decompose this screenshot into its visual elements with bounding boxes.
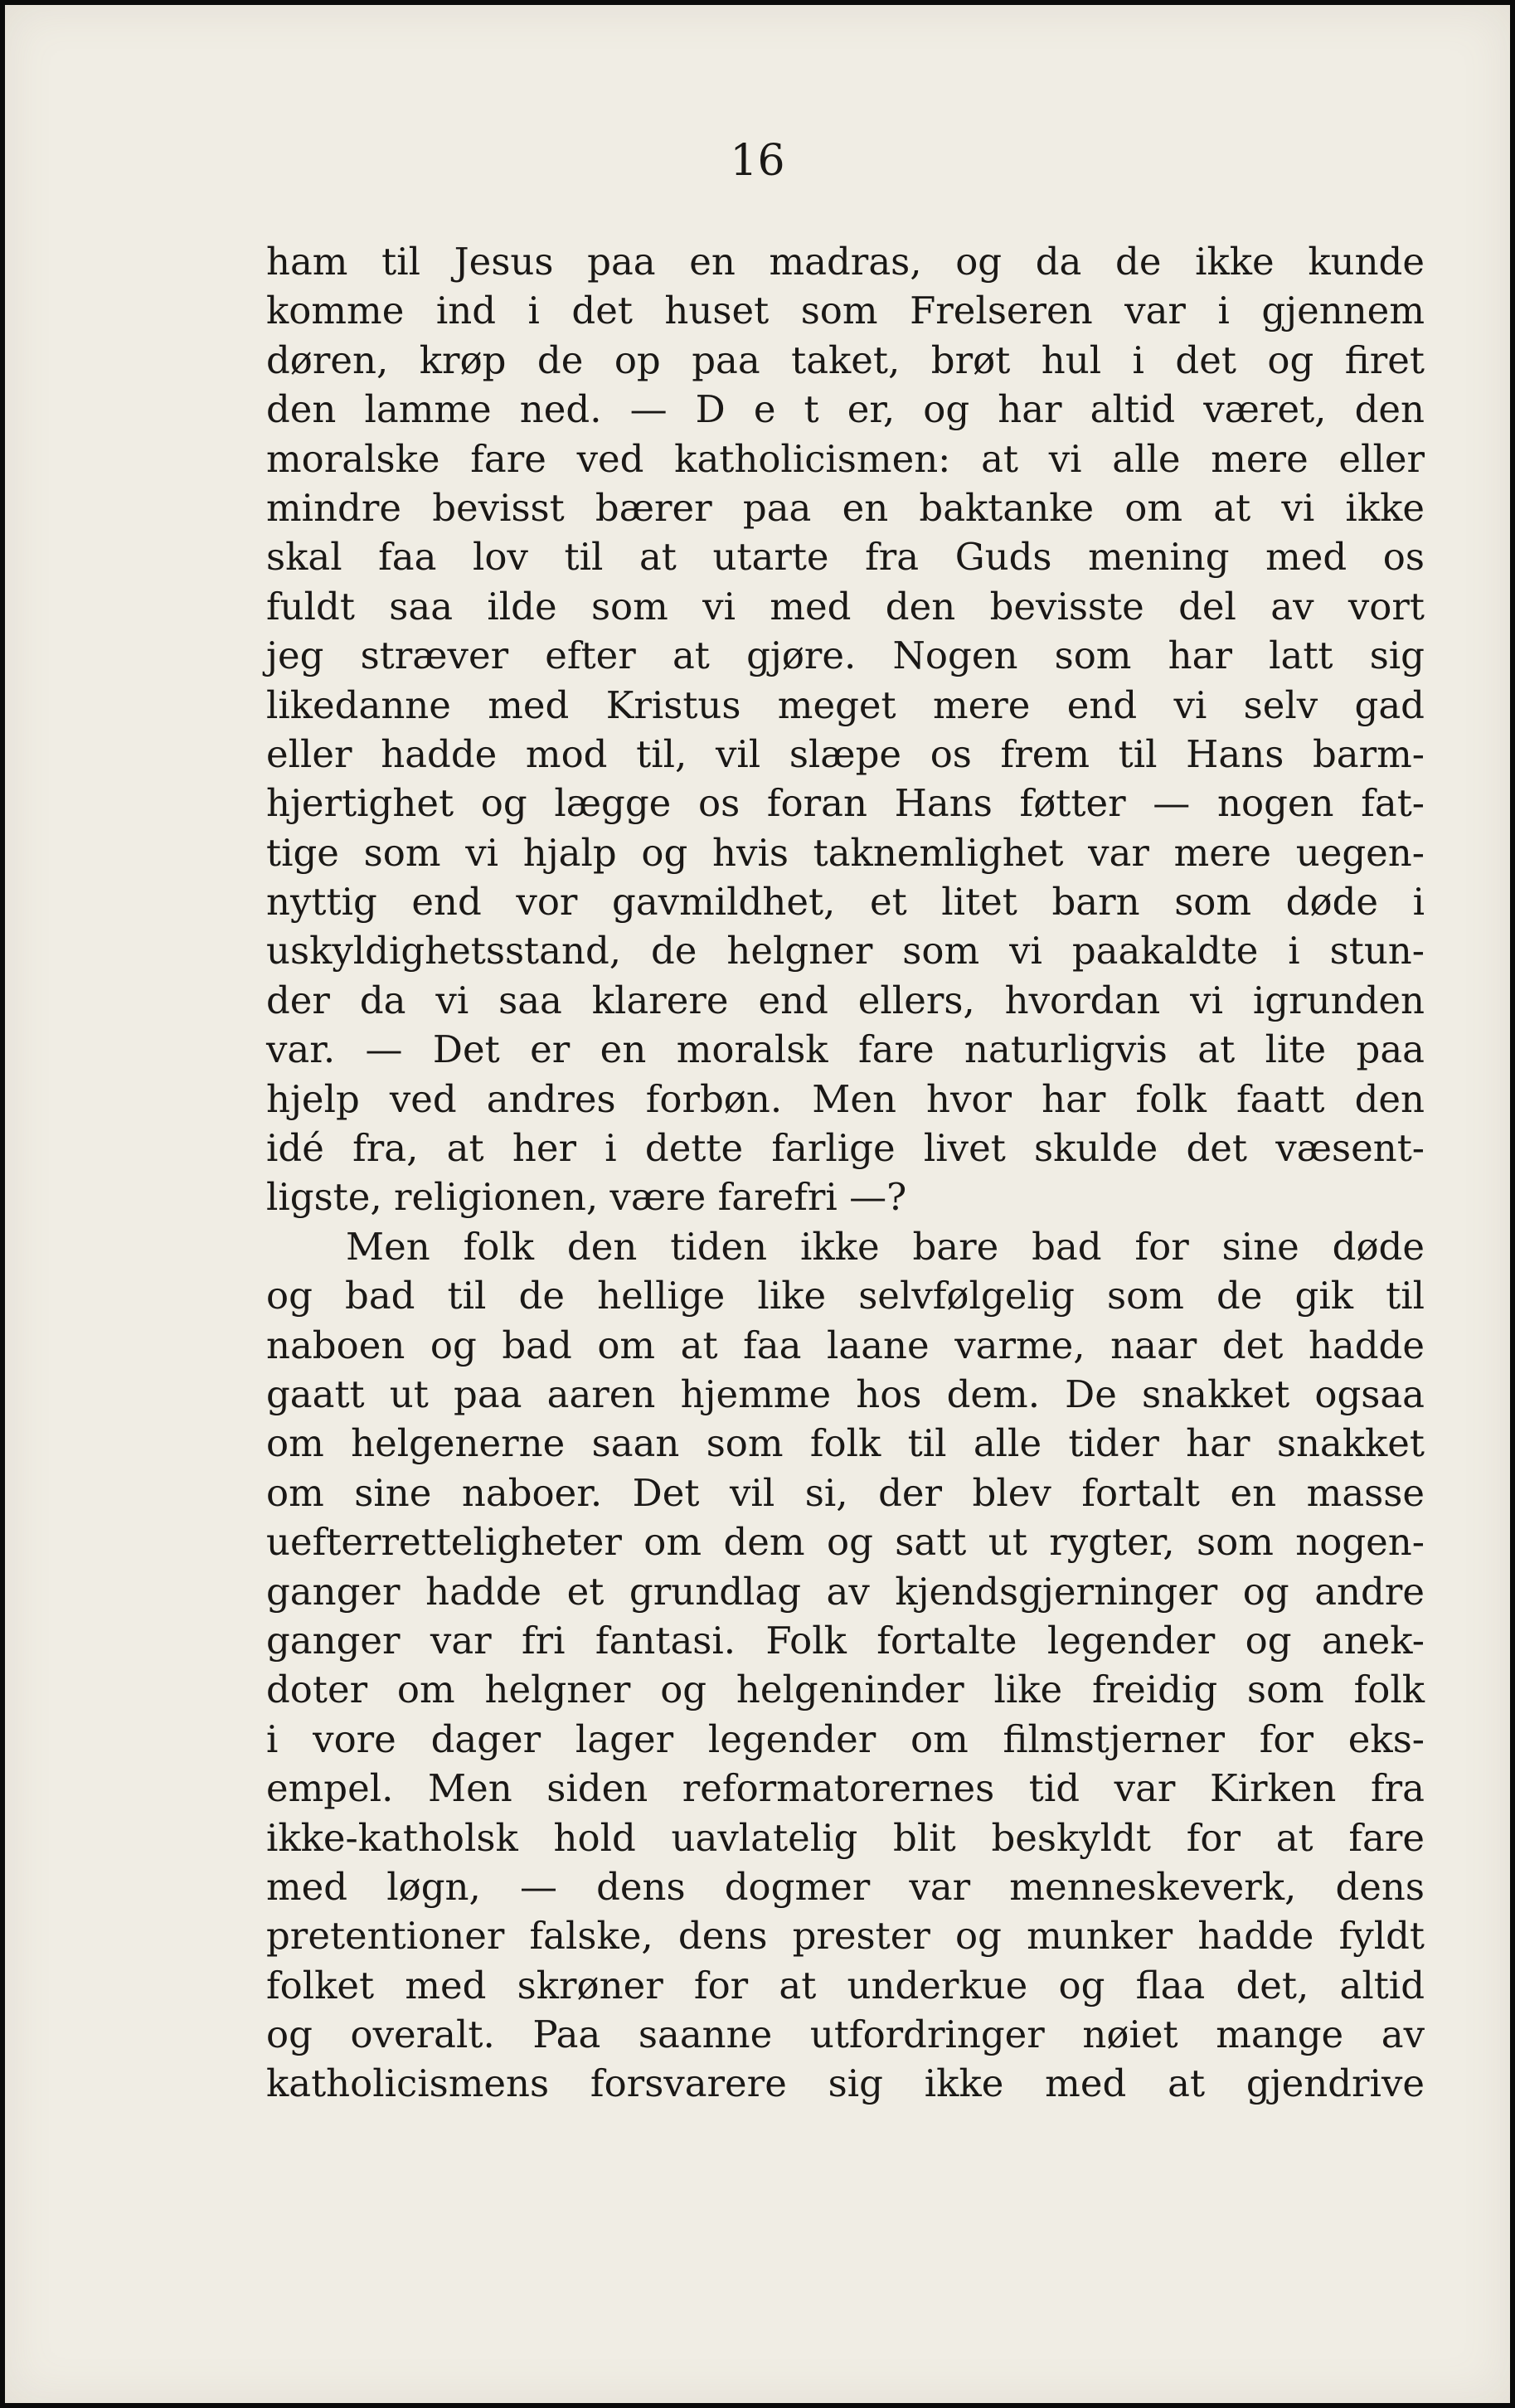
text-line: naboen og bad om at faa laane varme, naar det hadde (266, 1323, 1425, 1367)
text-line: om sine naboer. Det vil si, der blev fortalt en masse (266, 1470, 1425, 1515)
text-line: likedanne med Kristus meget mere end vi selv gad (266, 682, 1425, 727)
text-line: skal faa lov til at utarte fra Guds mening med os (266, 535, 1425, 580)
text-line: mindre bevisst bærer paa en baktanke om at vi ikke (266, 485, 1425, 530)
text-line: Men folk den tiden ikke bare bad for sine døde (346, 1224, 1425, 1269)
text-line: uefterretteligheter om dem og satt ut rygter, som nogen- (266, 1520, 1425, 1565)
text-line: ganger hadde et grundlag av kjendsgjerninger og andre (266, 1569, 1425, 1614)
text-line: i vore dager lager legender om filmstjerner for eks- (266, 1716, 1425, 1761)
text-line: hjertighet og lægge os foran Hans føtter — nogen fat- (266, 781, 1425, 826)
body-text (266, 237, 1425, 2109)
text-line: den lamme ned. — D e t er, og har altid været, den (266, 387, 1425, 432)
text-line: idé fra, at her i dette farlige livet skulde det væsent- (266, 1126, 1425, 1171)
text-line: uskyldighetsstand, de helgner som vi paakaldte i stun- (266, 929, 1425, 973)
book-page (5, 5, 1510, 2403)
text-line: empel. Men siden reformatorernes tid var Kirken fra (266, 1766, 1425, 1811)
text-line: tige som vi hjalp og hvis taknemlighet var mere uegen- (266, 830, 1425, 875)
text-line: pretentioner falske, dens prester og munker hadde fyldt (266, 1914, 1425, 1959)
text-line: eller hadde mod til, vil slæpe os frem til Hans barm- (266, 731, 1425, 776)
text-line: folket med skrøner for at underkue og flaa det, altid (266, 1963, 1425, 2007)
text-line: med løgn, — dens dogmer var menneskeverk, dens (266, 1864, 1425, 1909)
page-number: 16 (730, 136, 785, 186)
text-line: og bad til de hellige like selvfølgelig som de gik til (266, 1274, 1425, 1318)
text-line: ham til Jesus paa en madras, og da de ikke kunde (266, 240, 1425, 284)
text-line: komme ind i det huset som Frelseren var i gjennem (266, 289, 1425, 333)
text-line: doter om helgner og helgeninder like freidig som folk (266, 1668, 1425, 1712)
text-line: var. — Det er en moralsk fare naturligvis at lite paa (266, 1027, 1425, 1072)
text-line: gaatt ut paa aaren hjemme hos dem. De snakket ogsaa (266, 1371, 1425, 1416)
text-line: katholicismens forsvarere sig ikke med at gjendrive (266, 2061, 1425, 2106)
text-line: jeg stræver efter at gjøre. Nogen som har latt sig (266, 634, 1425, 678)
text-line: og overalt. Paa saanne utfordringer nøiet mange av (266, 2012, 1425, 2057)
text-line: ligste, religionen, være farefri —? (266, 1175, 907, 1220)
text-line: døren, krøp de op paa taket, brøt hul i det og firet (266, 337, 1425, 382)
text-line: fuldt saa ilde som vi med den bevisste del av vort (266, 584, 1425, 629)
text-line: ikke-katholsk hold uavlatelig blit beskyldt for at fare (266, 1815, 1425, 1860)
text-line: moralske fare ved katholicismen: at vi alle mere eller (266, 436, 1425, 481)
text-line: hjelp ved andres forbøn. Men hvor har folk faatt den (266, 1076, 1425, 1121)
text-line: ganger var fri fantasi. Folk fortalte legender og anek- (266, 1618, 1425, 1663)
text-line: nyttig end vor gavmildhet, et litet barn som døde i (266, 880, 1425, 925)
text-line: der da vi saa klarere end ellers, hvordan vi igrunden (266, 978, 1425, 1022)
text-line: om helgenerne saan som folk til alle tider har snakket (266, 1421, 1425, 1466)
